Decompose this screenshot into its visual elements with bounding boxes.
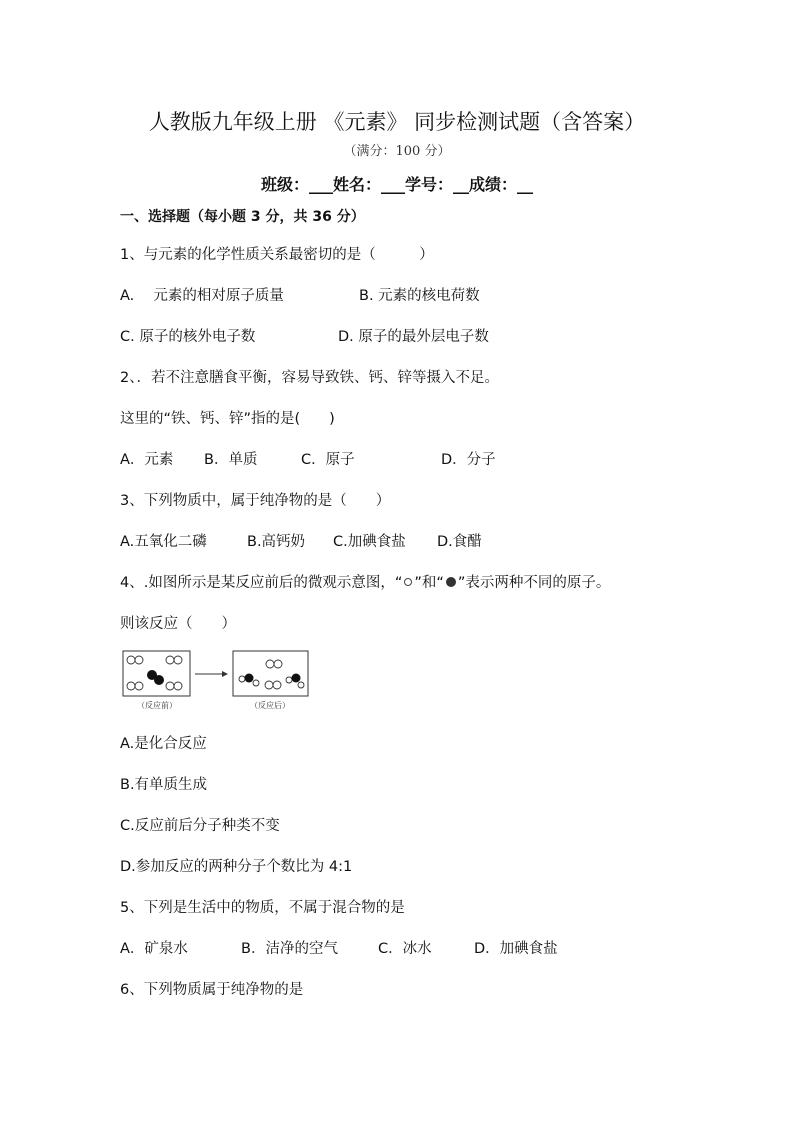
student-info-line: 班级：___姓名：___学号：__成绩：__: [260, 175, 533, 194]
q1-option-a: A. 元素的相对原子质量: [120, 288, 284, 304]
question-4-stem: [120, 571, 610, 592]
reaction-diagram: [122, 650, 312, 714]
question-5-stem: 5、下列是生活中的物质，不属于混合物的是: [120, 900, 405, 916]
q4-stem-part1: 4、.如图所示是某反应前后的微观示意图，“: [120, 575, 403, 591]
q4-option-d: D.参加反应的两种分子个数比为 4:1: [120, 859, 353, 875]
q5-option-a: A．矿泉水: [120, 941, 188, 957]
after-label: （反应后）: [250, 701, 290, 710]
q2-option-c: C．原子: [301, 452, 355, 468]
q4-option-b: B.有单质生成: [120, 777, 208, 793]
before-label: （反应前）: [137, 701, 177, 710]
q1-option-b: B. 元素的核电荷数: [359, 288, 480, 304]
after-box: [233, 651, 308, 696]
white-atom-icon: [402, 576, 414, 588]
full-score: （满分：100 分）: [343, 144, 451, 159]
arrow-icon: [222, 671, 228, 677]
q5-option-d: D．加碘食盐: [474, 941, 558, 957]
question-2-stem-line2: 这里的“铁、钙、锌”指的是( ): [120, 411, 335, 427]
question-3-stem: 3、下列物质中，属于纯净物的是（ ）: [120, 493, 391, 509]
section-heading: 一、选择题（每小题 3 分，共 36 分）: [120, 209, 365, 225]
q3-option-d: D.食醋: [437, 534, 482, 550]
q5-option-c: C．冰水: [378, 941, 432, 957]
question-1-stem: 1、与元素的化学性质关系最密切的是（ ）: [120, 247, 434, 263]
q4-stem-part2: ”和“: [414, 575, 444, 591]
black-atom-icon: [444, 576, 458, 588]
q4-option-a: A.是化合反应: [120, 736, 207, 752]
q1-option-c: C. 原子的核外电子数: [120, 329, 256, 345]
q3-option-c: C.加碘食盐: [333, 534, 406, 550]
q2-option-d: D．分子: [441, 452, 496, 468]
q2-option-b: B．单质: [204, 452, 258, 468]
q1-option-d: D. 原子的最外层电子数: [338, 329, 489, 345]
question-4-stem-line2: 则该反应（ ）: [120, 616, 236, 632]
q5-option-b: B．洁净的空气: [241, 941, 338, 957]
q3-option-b: B.高钙奶: [247, 534, 306, 550]
q4-option-c: C.反应前后分子种类不变: [120, 818, 280, 834]
question-6-stem: 6、下列物质属于纯净物的是: [120, 982, 304, 998]
question-2-stem: 2、．若不注意膳食平衡，容易导致铁、钙、锌等摄入不足。: [120, 370, 499, 386]
q2-option-a: A．元素: [120, 452, 174, 468]
q3-option-a: A.五氧化二磷: [120, 534, 207, 550]
q4-stem-part3: ”表示两种不同的原子。: [457, 575, 611, 591]
page-title: 人教版九年级上册 《元素》 同步检测试题（含答案）: [148, 110, 646, 134]
